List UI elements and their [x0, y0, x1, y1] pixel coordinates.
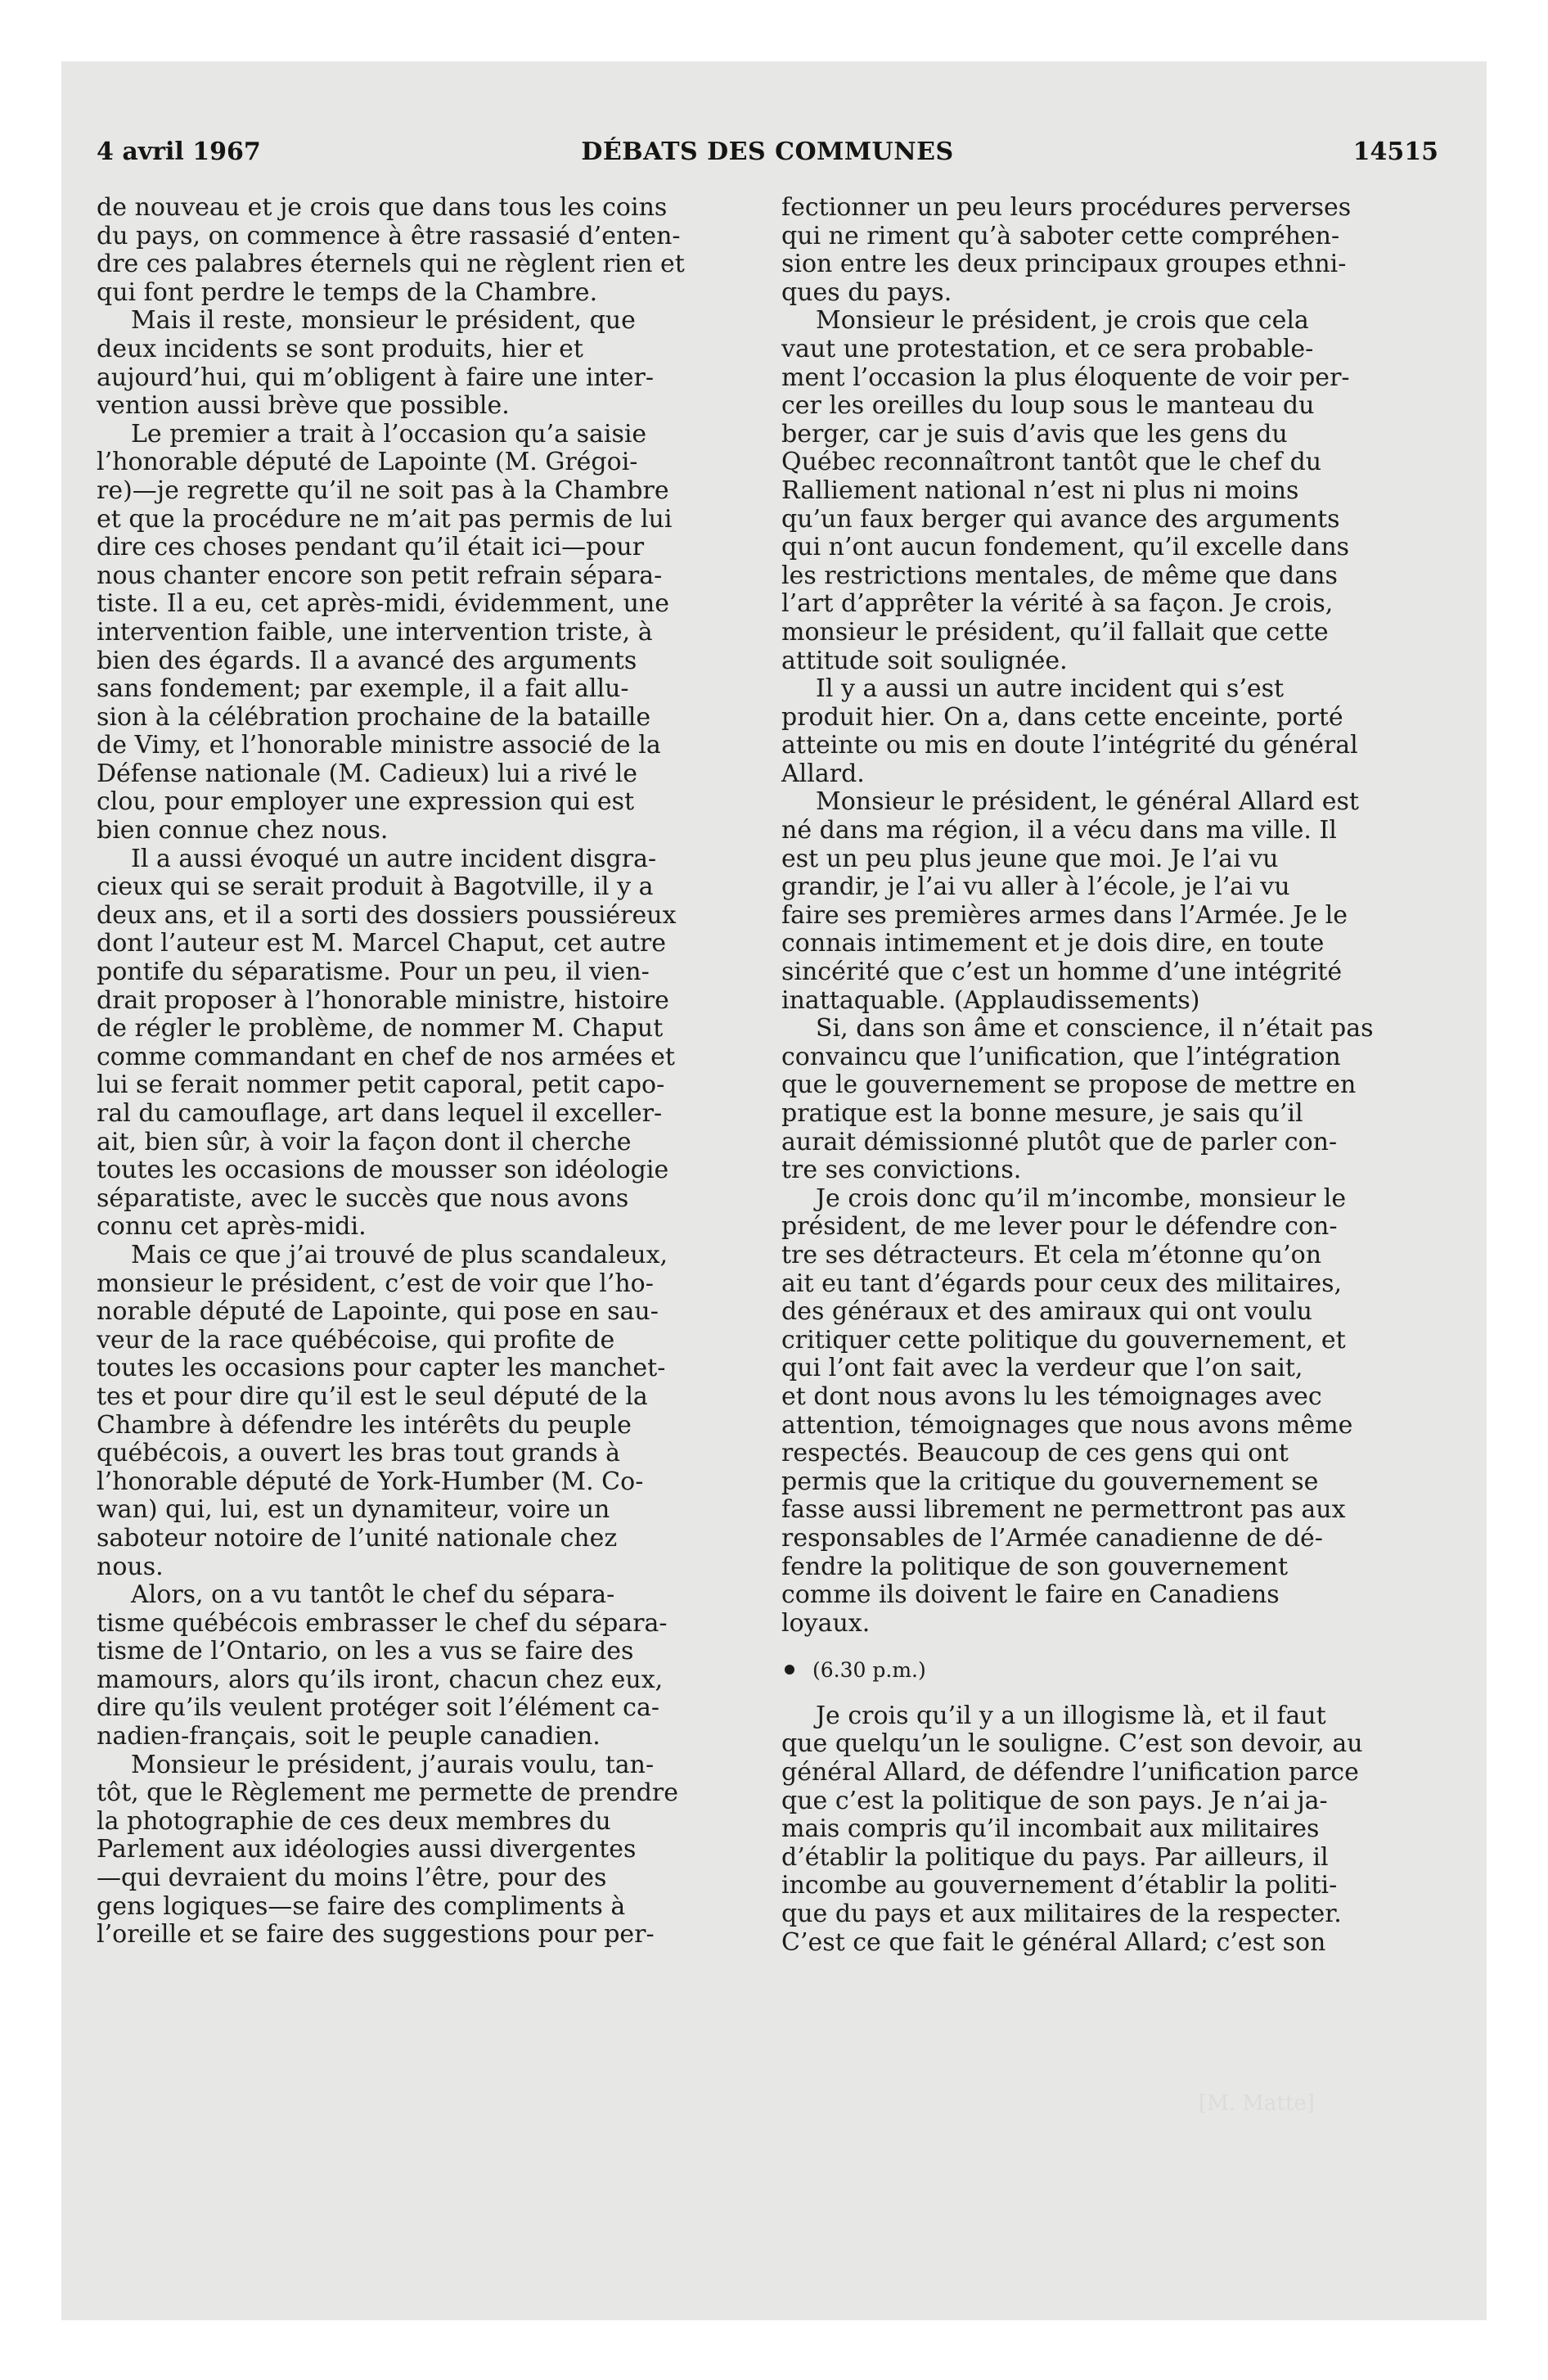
text-line: produit hier. On a, dans cette enceinte, porté [781, 702, 1343, 732]
text-line: bien connue chez nous. [97, 816, 389, 845]
text-line: ques du pays. [781, 277, 952, 307]
text-line: intervention faible, une intervention triste, à [97, 617, 653, 647]
text-line: Il y a aussi un autre incident qui s’est [816, 674, 1285, 704]
text-line: re)—je regrette qu’il ne soit pas à la Chambre [97, 476, 669, 505]
text-line: —qui devraient du moins l’être, pour des [97, 1864, 607, 1893]
text-line: dont l’auteur est M. Marcel Chaput, cet autre [97, 929, 667, 958]
text-line: berger, car je suis d’avis que les gens du [781, 419, 1288, 449]
text-line: ment l’occasion la plus éloquente de voir per- [781, 363, 1350, 392]
text-line: de régler le problème, de nommer M. Chaput [97, 1014, 664, 1044]
text-line: et dont nous avons lu les témoignages avec [781, 1382, 1322, 1411]
text-line: l’art d’apprêter la vérité à sa façon. Je crois, [781, 589, 1334, 619]
text-line: loyaux. [781, 1608, 871, 1638]
text-line: Si, dans son âme et conscience, il n’était pas [816, 1014, 1374, 1044]
text-line: wan) qui, lui, est un dynamiteur, voire un [97, 1495, 610, 1525]
text-line: convaincu que l’unification, que l’intégration [781, 1042, 1341, 1071]
text-line: du pays, on commence à être rassasié d’enten- [97, 221, 681, 250]
text-line: responsables de l’Armée canadienne de dé- [781, 1523, 1323, 1553]
text-line: incombe au gouvernement d’établir la politi- [781, 1871, 1338, 1900]
text-line: permis que la critique du gouvernement se [781, 1467, 1319, 1496]
time-marker-text: (6.30 p.m.) [812, 1658, 926, 1683]
text-line: que c’est la politique de son pays. Je n’ai ja- [781, 1786, 1328, 1815]
text-line: Monsieur le président, je crois que cela [816, 306, 1309, 336]
text-line: vaut une protestation, et ce sera probable- [781, 334, 1314, 363]
text-line: de nouveau et je crois que dans tous les coins [97, 193, 668, 222]
text-line: toutes les occasions pour capter les manchet- [97, 1354, 666, 1383]
page-header [97, 137, 1438, 178]
text-line: grandir, je l’ai vu aller à l’école, je l’ai vu [781, 872, 1290, 902]
text-line: sans fondement; par exemple, il a fait allu- [97, 674, 629, 704]
text-line: général Allard, de défendre l’unification parce [781, 1758, 1359, 1787]
text-line: connu cet après-midi. [97, 1212, 367, 1242]
text-line: nadien-français, soit le peuple canadien. [97, 1722, 601, 1751]
text-line: aurait démissionné plutôt que de parler con- [781, 1127, 1338, 1156]
time-marker [781, 1656, 1436, 1684]
left-column [97, 194, 751, 1950]
text-line: sion à la célébration prochaine de la bataille [97, 702, 651, 732]
text-line: cer les oreilles du loup sous le manteau du [781, 391, 1315, 421]
text-line: fectionner un peu leurs procédures perverses [781, 193, 1352, 222]
text-line: attention, témoignages que nous avons même [781, 1410, 1353, 1440]
text-line: Il a aussi évoqué un autre incident disgra- [131, 844, 657, 873]
text-line: respectés. Beaucoup de ces gens qui ont [781, 1439, 1289, 1468]
text-line: dire qu’ils veulent protéger soit l’élément ca- [97, 1693, 659, 1723]
text-line: québécois, a ouvert les bras tout grands à [97, 1439, 621, 1468]
text-line: Chambre à défendre les intérêts du peuple [97, 1410, 632, 1440]
text-line: fendre la politique de son gouvernement [781, 1552, 1289, 1581]
text-line: bien des égards. Il a avancé des arguments [97, 646, 637, 675]
right-column-bottom [781, 1702, 1436, 1957]
header-title: DÉBATS DES COMMUNES [581, 137, 954, 166]
text-line: atteinte ou mis en doute l’intégrité du général [781, 731, 1358, 760]
text-line: sincérité que c’est un homme d’une intégrité [781, 958, 1343, 987]
text-line: tre ses convictions. [781, 1156, 1022, 1185]
bullet-icon [785, 1665, 794, 1675]
text-line: Mais ce que j’ai trouvé de plus scandaleux, [131, 1240, 668, 1269]
text-line: Monsieur le président, j’aurais voulu, tan- [131, 1750, 655, 1779]
text-line: tôt, que le Règlement me permette de prendre [97, 1778, 679, 1808]
text-line: Je crois donc qu’il m’incombe, monsieur le [816, 1183, 1347, 1213]
text-line: comme ils doivent le faire en Canadiens [781, 1580, 1280, 1610]
text-line: vention aussi brève que possible. [97, 391, 510, 421]
text-line: tes et pour dire qu’il est le seul député de la [97, 1382, 648, 1411]
text-line: attitude soit soulignée. [781, 646, 1068, 675]
text-line: qui ne riment qu’à saboter cette compréhen- [781, 221, 1340, 250]
text-line: Je crois qu’il y a un illogisme là, et il faut [816, 1701, 1326, 1730]
text-line: Monsieur le président, le général Allard est [816, 787, 1359, 817]
text-line: qu’un faux berger qui avance des arguments [781, 504, 1340, 534]
text-line: l’honorable député de Lapointe (M. Grégoi- [97, 448, 638, 477]
text-line: deux incidents se sont produits, hier et [97, 334, 583, 363]
text-line: ral du camouflage, art dans lequel il exceller- [97, 1099, 663, 1128]
text-line: Alors, on a vu tantôt le chef du sépara- [131, 1580, 615, 1610]
text-line: monsieur le président, c’est de voir que l’ho- [97, 1269, 654, 1298]
text-line: Ralliement national n’est ni plus ni moins [781, 476, 1299, 505]
text-line: deux ans, et il a sorti des dossiers poussiéreux [97, 900, 677, 930]
text-line: qui l’ont fait avec la verdeur que l’on sait, [781, 1354, 1303, 1383]
text-line: comme commandant en chef de nos armées et [97, 1042, 675, 1071]
text-line: Défense nationale (M. Cadieux) lui a rivé le [97, 759, 638, 788]
text-line: pratique est la bonne mesure, je sais qu’il [781, 1099, 1303, 1128]
faded-footer-note: [M. Matte] [1199, 2091, 1315, 2116]
text-line: saboteur notoire de l’unité nationale chez [97, 1523, 618, 1553]
text-line: tisme québécois embrasser le chef du sépara- [97, 1608, 668, 1638]
text-line: que le gouvernement se propose de mettre en [781, 1071, 1357, 1100]
text-line: mamours, alors qu’ils iront, chacun chez eux, [97, 1665, 664, 1694]
text-line: Parlement aux idéologies aussi divergentes [97, 1835, 637, 1864]
text-line: toutes les occasions de mousser son idéologie [97, 1156, 669, 1185]
text-line: sion entre les deux principaux groupes ethni- [781, 250, 1347, 279]
right-column-top [781, 194, 1436, 1638]
text-line: monsieur le président, qu’il fallait que cette [781, 617, 1329, 647]
text-line: gens logiques—se faire des compliments à [97, 1891, 626, 1921]
text-line: les restrictions mentales, de même que dans [781, 561, 1338, 590]
text-line: veur de la race québécoise, qui profite de [97, 1325, 615, 1355]
text-line: né dans ma région, il a vécu dans ma ville. Il [781, 816, 1337, 845]
text-line: des généraux et des amiraux qui ont voulu [781, 1297, 1312, 1327]
text-line: Québec reconnaîtront tantôt que le chef du [781, 448, 1322, 477]
text-line: cieux qui se serait produit à Bagotville, il y a [97, 872, 654, 902]
text-line: Mais il reste, monsieur le président, que [131, 306, 636, 336]
text-line: que quelqu’un le souligne. C’est son devoir, au [781, 1729, 1363, 1759]
text-line: d’établir la politique du pays. Par ailleurs, il [781, 1842, 1329, 1872]
text-line: fasse aussi librement ne permettront pas aux [781, 1495, 1346, 1525]
text-line: clou, pour employer une expression qui est [97, 787, 635, 817]
text-line: dre ces palabres éternels qui ne règlent rien et [97, 250, 685, 279]
text-line: connais intimement et je dois dire, en toute [781, 929, 1325, 958]
text-line: dire ces choses pendant qu’il était ici—pour [97, 533, 645, 562]
text-line: pontife du séparatisme. Pour un peu, il vien- [97, 958, 650, 987]
text-line: Le premier a trait à l’occasion qu’a saisie [131, 419, 647, 449]
header-page-number: 14515 [1352, 137, 1438, 166]
text-line: tiste. Il a eu, cet après-midi, évidemment, une [97, 589, 670, 619]
right-column [781, 194, 1436, 1957]
text-line: de Vimy, et l’honorable ministre associé de la [97, 731, 661, 760]
text-line: mais compris qu’il incombait aux militaires [781, 1814, 1320, 1844]
text-line: inattaquable. (Applaudissements) [781, 985, 1200, 1015]
text-line: nous chanter encore son petit refrain sépara- [97, 561, 663, 590]
text-line: C’est ce que fait le général Allard; c’est son [781, 1927, 1326, 1957]
text-line: tre ses détracteurs. Et cela m’étonne qu’on [781, 1240, 1322, 1269]
text-line: la photographie de ces deux membres du [97, 1806, 611, 1836]
text-line: aujourd’hui, qui m’obligent à faire une inter- [97, 363, 655, 392]
text-line: Allard. [781, 759, 865, 788]
text-line: président, de me lever pour le défendre con- [781, 1212, 1338, 1242]
text-line: nous. [97, 1552, 164, 1581]
text-line: que du pays et aux militaires de la respecter. [781, 1900, 1342, 1929]
text-line: séparatiste, avec le succès que nous avons [97, 1183, 629, 1213]
text-line: qui n’ont aucun fondement, qu’il excelle dans [781, 533, 1350, 562]
text-line: drait proposer à l’honorable ministre, histoire [97, 985, 669, 1015]
text-line: qui font perdre le temps de la Chambre. [97, 277, 598, 307]
header-date: 4 avril 1967 [97, 137, 261, 166]
text-line: l’honorable député de York-Humber (M. Co- [97, 1467, 644, 1496]
text-line: est un peu plus jeune que moi. Je l’ai vu [781, 844, 1279, 873]
text-line: lui se ferait nommer petit caporal, petit capo- [97, 1071, 665, 1100]
text-line: norable député de Lapointe, qui pose en sau- [97, 1297, 659, 1327]
text-line: l’oreille et se faire des suggestions pour per- [97, 1920, 655, 1950]
text-line: critiquer cette politique du gouvernement, et [781, 1325, 1346, 1355]
text-line: ait eu tant d’égards pour ceux des militaires, [781, 1269, 1343, 1298]
text-line: faire ses premières armes dans l’Armée. Je le [781, 900, 1348, 930]
text-line: et que la procédure ne m’ait pas permis de lui [97, 504, 673, 534]
text-line: tisme de l’Ontario, on les a vus se faire des [97, 1637, 634, 1666]
text-line: ait, bien sûr, à voir la façon dont il cherche [97, 1127, 632, 1156]
